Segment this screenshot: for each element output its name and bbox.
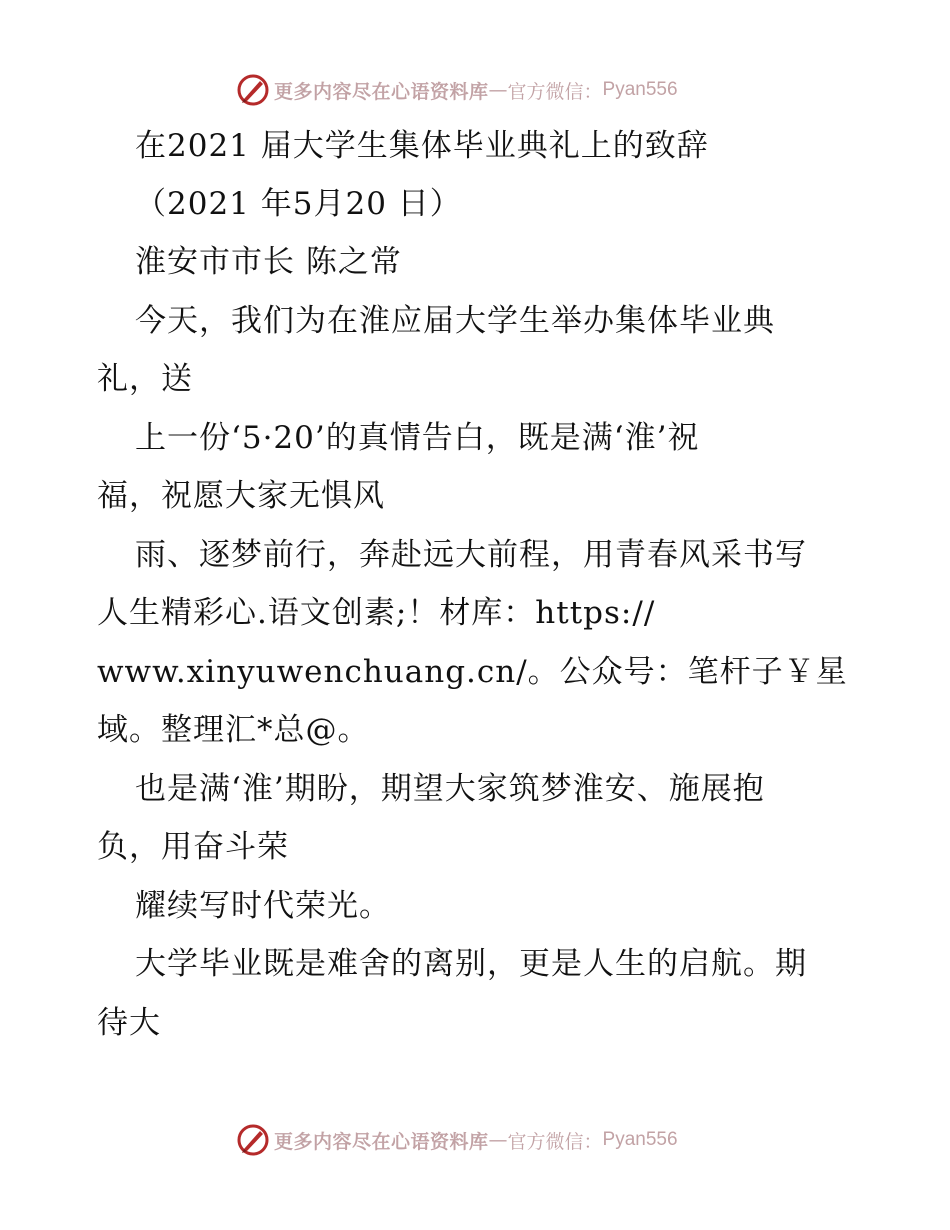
banner-wechat-label: 官方微信： xyxy=(507,1130,603,1153)
text-line: www.xinyuwenchuang.cn/。公众号：笔杆子￥星 xyxy=(97,654,848,690)
document-title: 在2021 届大学生集体毕业典礼上的致辞 xyxy=(135,128,709,164)
text-line: 大学毕业既是难舍的离别，更是人生的启航。期 xyxy=(135,946,807,982)
text-line: 待大 xyxy=(97,1005,161,1041)
document-date: （2021 年5月20 日） xyxy=(135,186,462,222)
text-line: 负，用奋斗荣 xyxy=(97,829,289,865)
banner-wechat-id: Pyan556 xyxy=(602,1129,678,1150)
banner-dash: — xyxy=(488,1129,508,1151)
banner-wechat-id: Pyan556 xyxy=(602,79,678,100)
text-line: 人生精彩心.语文创素;！材库：https:// xyxy=(97,595,656,631)
text-line: 上一份‘5·20’的真情告白，既是满‘淮’祝 xyxy=(135,420,700,456)
text-line: 域。整理汇*总@。 xyxy=(97,712,370,748)
header-banner xyxy=(236,73,678,107)
banner-brand: 更多内容尽在心语资料库 xyxy=(274,1130,489,1153)
document-author: 淮安市市长 陈之常 xyxy=(135,244,402,280)
footer-banner xyxy=(236,1123,678,1157)
text-line: 福，祝愿大家无惧风 xyxy=(97,478,385,514)
banner-brand: 更多内容尽在心语资料库 xyxy=(274,80,489,103)
banner-dash: — xyxy=(488,79,508,101)
quill-logo-icon xyxy=(236,73,270,107)
quill-logo-icon xyxy=(236,1123,270,1157)
text-line: 也是满‘淮’期盼，期望大家筑梦淮安、施展抱 xyxy=(135,771,765,807)
text-line: 耀续写时代荣光。 xyxy=(135,888,391,924)
banner-wechat-label: 官方微信： xyxy=(507,80,603,103)
text-line: 今天，我们为在淮应届大学生举办集体毕业典 xyxy=(135,303,775,339)
text-line: 雨、逐梦前行，奔赴远大前程，用青春风采书写 xyxy=(135,537,807,573)
text-line: 礼，送 xyxy=(97,361,193,397)
